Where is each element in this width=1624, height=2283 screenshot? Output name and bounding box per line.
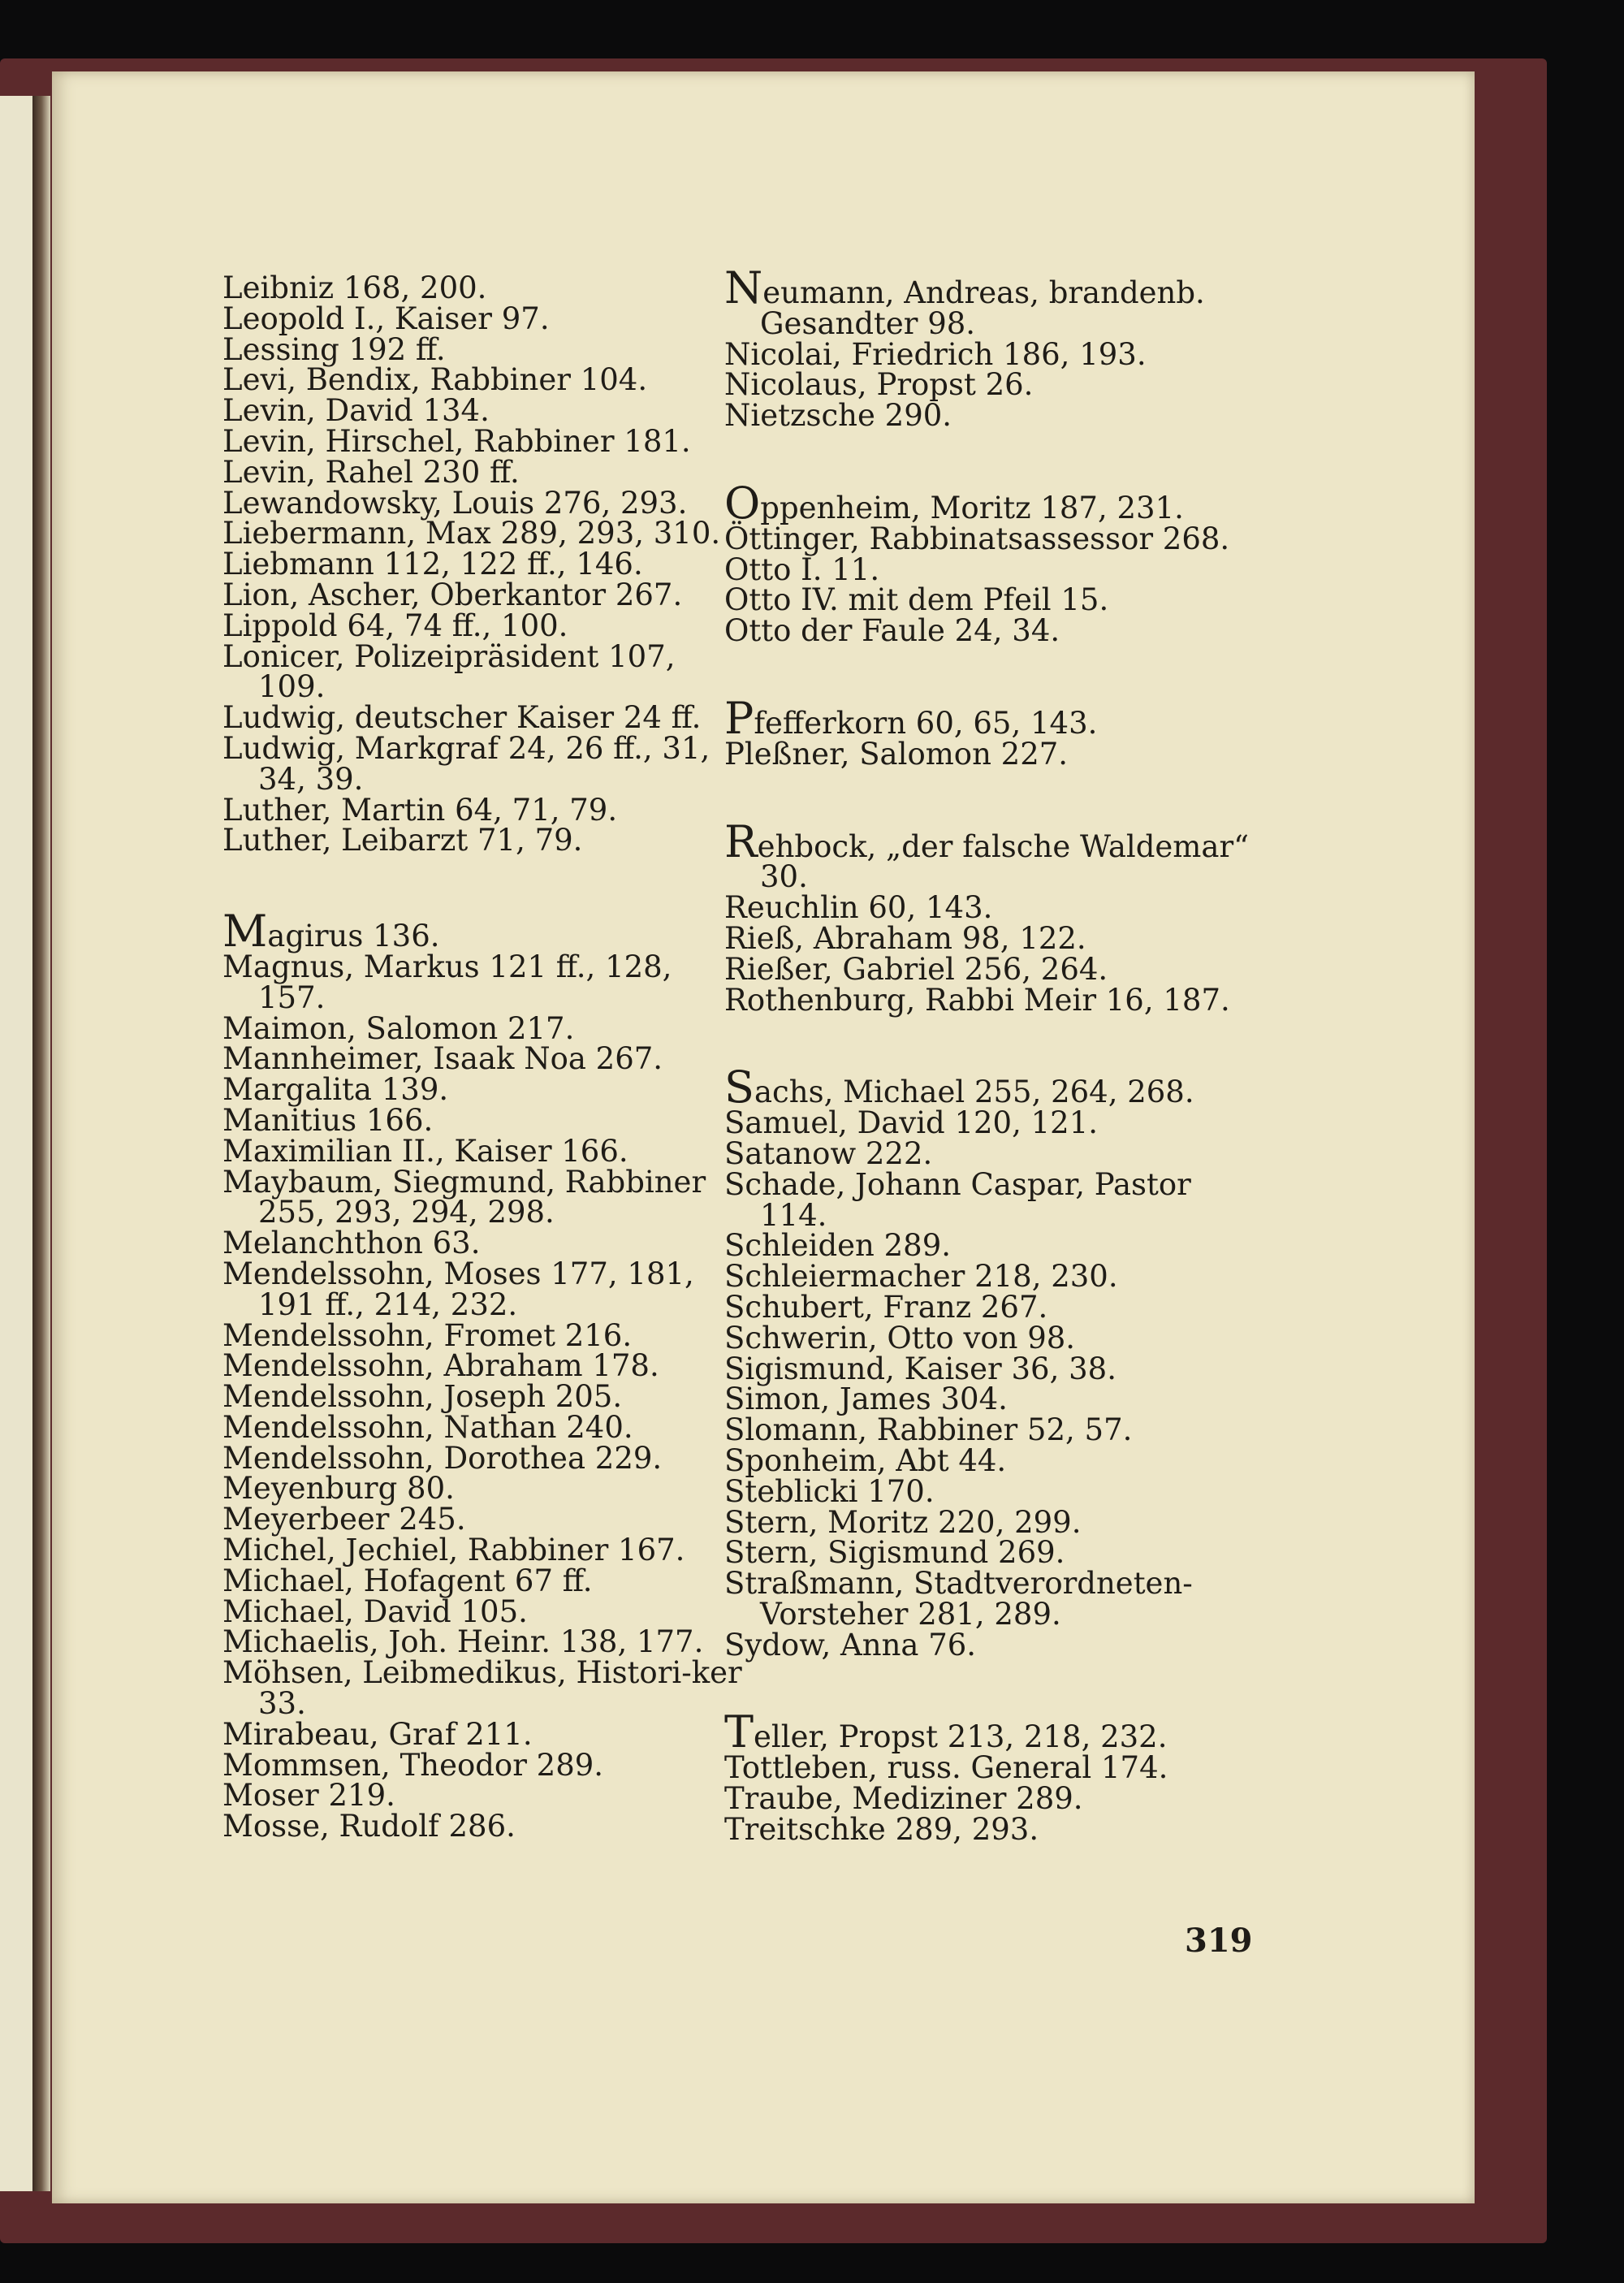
index-column-left [222,270,742,1844]
index-entry: Otto I. 11. [724,551,880,587]
index-entry [724,815,1260,895]
index-entry: Meyerbeer 245. [222,1502,466,1537]
index-entry: Michael, Hofagent 67 ff. [222,1563,593,1598]
index-entry: Maybaum, Siegmund, Rabbiner 255, 293, 294, 298. [222,1164,706,1230]
index-entry: Otto der Faule 24, 34. [724,613,1060,649]
index-page [52,71,1475,2203]
entry-text: ehbock, „der falsche Waldemar“ 30. [757,828,1250,895]
index-group-M [222,906,742,1844]
index-entry: Nicolaus, Propst 26. [724,367,1034,403]
index-entry: Stern, Moritz 220, 299. [724,1504,1082,1540]
index-entry: Mendelssohn, Nathan 240. [222,1409,633,1445]
index-entry: Mommsen, Theodor 289. [222,1747,604,1783]
index-entry: Schleiden 289. [724,1228,952,1264]
entry-text: ppenheim, Moritz 187, 231. [760,490,1184,525]
index-entry: Steblicki 170. [724,1473,935,1509]
index-entry: Rießer, Gabriel 256, 264. [724,951,1108,987]
index-entry: Michaelis, Joh. Heinr. 138, 177. [222,1624,704,1660]
book-spine [32,96,50,2191]
index-entry [724,262,1260,341]
index-entry: Mirabeau, Graf 211. [222,1716,533,1752]
index-entry: Melanchthon 63. [222,1226,481,1261]
index-entry: Maimon, Salomon 217. [222,1010,575,1046]
index-entry: Mosse, Rudolf 286. [222,1809,516,1844]
index-entry: Leopold I., Kaiser 97. [222,301,550,336]
index-entry: Levin, Hirschel, Rabbiner 181. [222,423,691,459]
index-entry: Maximilian II., Kaiser 166. [222,1133,628,1169]
index-entry: Luther, Martin 64, 71, 79. [222,792,618,828]
index-entry: Slomann, Rabbiner 52, 57. [724,1412,1133,1448]
index-entry: Schwerin, Otto von 98. [724,1320,1076,1356]
index-entry: Lippold 64, 74 ff., 100. [222,608,568,643]
index-entry: Treitschke 289, 293. [724,1811,1039,1847]
entry-text: eller, Propst 213, 218, 232. [754,1719,1168,1755]
index-entry: Leibniz 168, 200. [222,270,487,305]
index-entry: Manitius 166. [222,1102,434,1138]
index-group-L [222,270,742,858]
index-entry: Lonicer, Polizeipräsident 107, 109. [222,638,676,705]
index-entry: Tottleben, russ. General 174. [724,1750,1168,1786]
index-entry: Lessing 192 ff. [222,331,446,367]
index-entry: Rothenburg, Rabbi Meir 16, 187. [724,982,1230,1018]
index-entry: Stern, Sigismund 269. [724,1535,1065,1571]
index-entry: Magnus, Markus 121 ff., 128, 157. [222,949,672,1015]
index-entry: Sigismund, Kaiser 36, 38. [724,1351,1116,1386]
index-entry [724,692,1260,744]
index-group-T [724,1706,1260,1847]
section-initial: S [724,1062,754,1113]
index-entry: Nicolai, Friedrich 186, 193. [724,336,1147,372]
index-entry: Samuel, David 120, 121. [724,1105,1099,1141]
index-column-right [724,262,1260,1847]
index-entry: Straßmann, Stadtverordneten-Vorsteher 281, 289. [724,1566,1193,1632]
index-group-O [724,477,1260,649]
index-group-N [724,262,1260,434]
index-entry: Nietzsche 290. [724,398,952,434]
index-entry: Ludwig, Markgraf 24, 26 ff., 31, 34, 39. [222,730,710,797]
index-entry: Levin, Rahel 230 ff. [222,454,520,490]
index-entry: Margalita 139. [222,1072,449,1108]
index-entry: Sydow, Anna 76. [724,1627,977,1663]
index-entry: Meyenburg 80. [222,1471,455,1507]
page-number: 319 [1185,1922,1253,1960]
section-initial: N [724,262,763,313]
index-entry: Simon, James 304. [724,1381,1008,1417]
index-entry: Mendelssohn, Abraham 178. [222,1348,659,1384]
index-entry: Schade, Johann Caspar, Pastor 114. [724,1166,1191,1233]
section-initial: T [724,1706,754,1758]
index-entry: Lewandowsky, Louis 276, 293. [222,485,688,521]
index-entry: Levi, Bendix, Rabbiner 104. [222,362,648,398]
entry-text: fefferkorn 60, 65, 143. [754,705,1098,741]
index-group-P [724,692,1260,772]
index-entry: Pleßner, Salomon 227. [724,736,1069,772]
entry-text: eumann, Andreas, brandenb. Gesandter 98. [760,275,1205,341]
index-entry [222,906,742,958]
section-initial: M [222,906,268,958]
index-entry: Moser 219. [222,1778,395,1814]
index-entry: Reuchlin 60, 143. [724,890,993,926]
section-initial: R [724,815,758,867]
index-entry: Schubert, Franz 267. [724,1289,1048,1325]
index-entry: Mendelssohn, Moses 177, 181, 191 ff., 214, 232. [222,1256,694,1322]
index-entry: Möhsen, Leibmedikus, Histori-ker 33. [222,1655,742,1722]
index-entry [724,1062,1260,1113]
index-entry: Traube, Mediziner 289. [724,1781,1083,1817]
section-initial: P [724,692,754,744]
index-group-R [724,815,1260,1018]
index-entry: Otto IV. mit dem Pfeil 15. [724,582,1109,618]
entry-text: achs, Michael 255, 264, 268. [754,1074,1194,1110]
index-entry: Levin, David 134. [222,393,490,429]
entry-text: agirus 136. [267,919,440,954]
index-entry: Ludwig, deutscher Kaiser 24 ff. [222,700,702,736]
index-entry: Öttinger, Rabbinatsassessor 268. [724,521,1230,556]
index-entry: Sponheim, Abt 44. [724,1442,1007,1478]
index-group-S [724,1062,1260,1663]
index-entry: Liebmann 112, 122 ff., 146. [222,547,643,582]
index-entry: Lion, Ascher, Oberkantor 267. [222,577,683,612]
index-entry [724,477,1260,529]
section-initial: O [724,477,761,529]
index-entry: Mannheimer, Isaak Noa 267. [222,1041,663,1077]
index-entry: Luther, Leibarzt 71, 79. [222,823,583,858]
index-entry [724,1706,1260,1758]
index-entry: Liebermann, Max 289, 293, 310. [222,516,721,551]
index-entry: Mendelssohn, Fromet 216. [222,1317,633,1353]
index-entry: Satanow 222. [724,1135,933,1171]
index-entry: Michel, Jechiel, Rabbiner 167. [222,1533,685,1568]
index-entry: Michael, David 105. [222,1593,528,1629]
index-entry: Rieß, Abraham 98, 122. [724,920,1086,956]
index-entry: Schleiermacher 218, 230. [724,1259,1118,1295]
index-entry: Mendelssohn, Joseph 205. [222,1379,623,1415]
index-entry: Mendelssohn, Dorothea 229. [222,1440,663,1476]
